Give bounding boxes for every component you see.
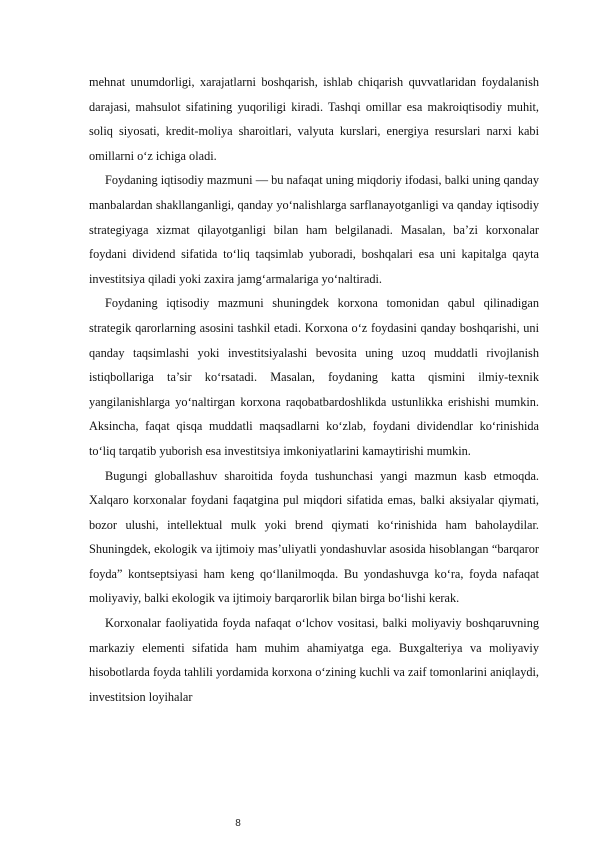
paragraph-1: mehnat unumdorligi, xarajatlarni boshqarish, ishlab chiqarish quvvatlaridan foydalanish darajasi, mahsulot sifatining yuqoriligi kiradi. Tashqi omillar esa makroiqtisodiy muhit, soliq siyosati, kredit-moliya sharoitlari, valyuta kurslari, energiya resurslari narxi kabi omillarni o‘z ichiga oladi. [89, 75, 539, 163]
paragraph-5: Korxonalar faoliyatida foyda nafaqat o‘lchov vositasi, balki moliyaviy boshqaruvning markaziy elementi sifatida ham muhim ahamiyatga ega. Buxgalteriya va moliyaviy hisobotlarda foyda tahlili yordamida korxona o‘zining kuchli va zaif tomonlarini aniqlaydi, investitsion loyihalar [89, 616, 539, 704]
paragraph-3: Foydaning iqtisodiy mazmuni shuningdek korxona tomonidan qabul qilinadigan strategik qarorlarning asosini tashkil etadi. Korxona o‘z foydasini qanday boshqarishi, uni qanday taqsimlashi yoki investitsiyalashi bevosita uning uzoq muddatli rivojlanish istiqbollariga ta’sir ko‘rsatadi. Masalan, foydaning katta qismini ilmiy-texnik yangilanishlarga yo‘naltirgan korxona raqobatbardoshlikda ustunlikka erishishi mumkin. Aksincha, faqat qisqa muddatli maqsadlarni ko‘zlab, foydani dividendlar ko‘rinishida to‘liq tarqatib yuborish esa investitsiya imkoniyatlarini kamaytirishi mumkin. [89, 296, 539, 458]
paragraph-2: Foydaning iqtisodiy mazmuni — bu nafaqat uning miqdoriy ifodasi, balki uning qanday manbalardan shakllanganligi, qanday yo‘nalishlarga sarflanayotganligi va qanday iqtisodiy strategiyaga xizmat qilayotganligi bilan ham belgilanadi. Masalan, ba’zi korxonalar foydani dividend sifatida to‘liq taqsimlab yuboradi, boshqalari esa uni kapitalga qayta investitsiya qiladi yoki zaxira jamg‘armalariga yo‘naltiradi. [89, 173, 539, 286]
paragraph-4: Bugungi globallashuv sharoitida foyda tushunchasi yangi mazmun kasb etmoqda. Xalqaro korxonalar foydani faqatgina pul miqdori sifatida emas, balki aksiyalar qiymati, bozor ulushi, intellektual mulk yoki brend qiymati ko‘rinishida ham baholaydilar. Shuningdek, ekologik va ijtimoiy mas’uliyatli yondashuvlar asosida hisoblangan “barqaror foyda” kontseptsiyasi ham keng qo‘llanilmoqda. Bu yondashuvga ko‘ra, foyda nafaqat moliyaviy, balki ekologik va ijtimoiy barqarorlik bilan birga bo‘lishi kerak. [89, 468, 539, 606]
body-text [89, 70, 539, 709]
page-number: 8 [235, 818, 241, 829]
